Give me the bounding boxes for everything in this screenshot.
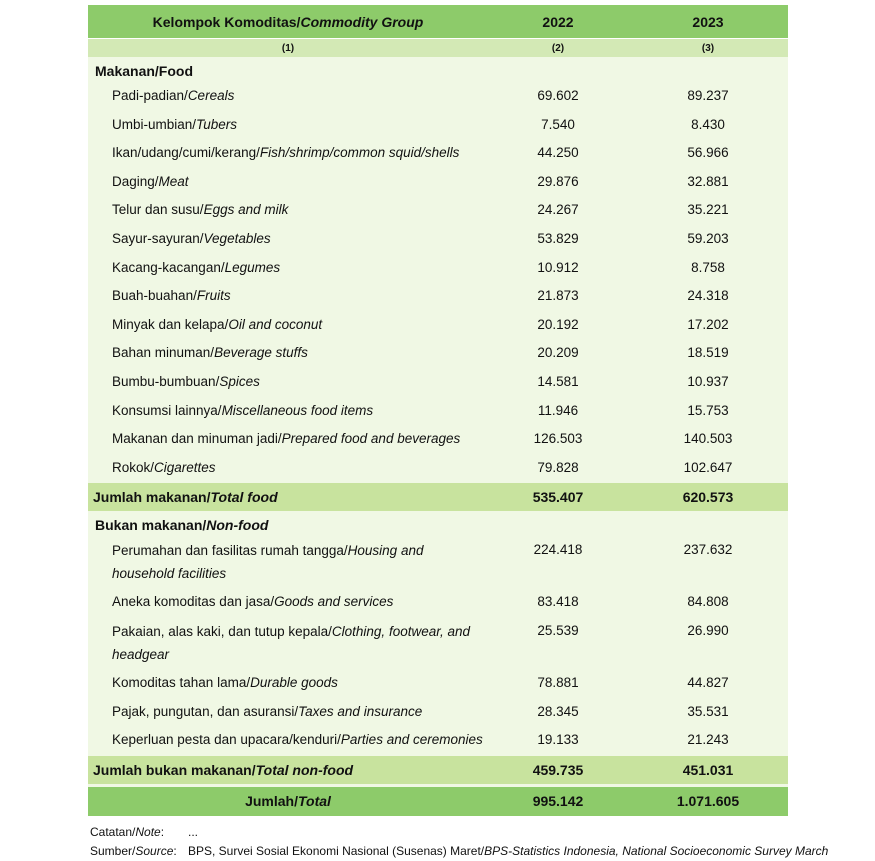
- food-item-value-2023: 10.937: [687, 373, 729, 389]
- food-item-value-2023: 8.430: [691, 116, 725, 132]
- header-commodity-group: Kelompok Komoditas/Commodity Group: [152, 13, 424, 30]
- header-2022: 2022: [542, 13, 574, 30]
- nonfood-item-value-2022: 25.539: [537, 622, 579, 638]
- nonfood-item-value-2022: 19.133: [537, 732, 579, 748]
- food-item-value-2023: 8.758: [691, 259, 725, 275]
- food-item-value-2022: 21.873: [537, 288, 579, 304]
- food-item-value-2022: 53.829: [537, 230, 579, 246]
- table-row: [88, 398, 788, 427]
- commodity-table: [88, 5, 788, 816]
- nonfood-item-value-2022: 78.881: [537, 674, 579, 690]
- food-item-value-2023: 18.519: [687, 345, 729, 361]
- nonfood-item-label: Aneka komoditas dan jasa/Goods and services: [112, 594, 394, 610]
- food-item-value-2022: 69.602: [537, 88, 579, 103]
- food-item-value-2022: 11.946: [537, 402, 579, 418]
- nonfood-group-title: Bukan makanan/Non-food: [95, 517, 269, 534]
- food-item-value-2022: 126.503: [533, 431, 583, 447]
- nonfood-item-value-2023: 84.808: [687, 594, 729, 610]
- food-item-label: Minyak dan kelapa/Oil and coconut: [112, 316, 323, 332]
- table-row: [88, 169, 788, 198]
- food-item-value-2022: 14.581: [537, 373, 579, 389]
- table-row: [88, 140, 788, 169]
- nonfood-item-label: Pakaian, alas kaki, dan tutup kepala/Clothing, footwear, and headgear: [112, 623, 470, 662]
- food-item-value-2023: 32.881: [687, 173, 729, 189]
- nonfood-item-value-2022: 224.418: [533, 542, 583, 558]
- food-item-label: Daging/Meat: [112, 173, 189, 189]
- food-item-label: Bumbu-bumbuan/Spices: [112, 373, 260, 389]
- colnum-3: (3): [701, 42, 715, 54]
- food-item-label: Bahan minuman/Beverage stuffs: [112, 345, 308, 361]
- food-item-label: Rokok/Cigarettes: [112, 459, 216, 475]
- food-item-label: Telur dan susu/Eggs and milk: [112, 202, 289, 218]
- nonfood-item-value-2023: 26.990: [687, 622, 729, 638]
- food-item-label: Umbi-umbian/Tubers: [112, 116, 238, 132]
- table-row: [88, 537, 788, 589]
- nonfood-item-label: Komoditas tahan lama/Durable goods: [112, 674, 338, 690]
- nonfood-item-label: Pajak, pungutan, dan asuransi/Taxes and insurance: [112, 703, 423, 719]
- food-item-value-2022: 24.267: [537, 202, 579, 218]
- nonfood-item-value-2022: 28.345: [537, 703, 579, 719]
- table-row: [88, 699, 788, 728]
- nonfood-item-value-2023: 44.827: [687, 674, 729, 690]
- source-value: BPS, Survei Sosial Ekonomi Nasional (Susenas) Maret/BPS-Statistics Indonesia, National Socioeconomic Survey March: [188, 844, 829, 858]
- table-row: [88, 618, 788, 670]
- food-item-value-2022: 79.828: [537, 459, 579, 475]
- table-notes: [90, 823, 870, 861]
- food-item-value-2023: 17.202: [687, 316, 729, 332]
- food-item-value-2023: 24.318: [687, 288, 729, 304]
- table-row: [88, 226, 788, 255]
- food-item-label: Ikan/udang/cumi/kerang/Fish/shrimp/common squid/shells: [112, 145, 460, 161]
- total-nonfood-row: Jumlah bukan makanan/Total non-food 459.735 451.031: [88, 756, 788, 784]
- table-row: [88, 255, 788, 284]
- nonfood-item-label: Perumahan dan fasilitas rumah tangga/Housing and household facilities: [112, 543, 424, 582]
- table-row: [88, 112, 788, 141]
- table-row: [88, 283, 788, 312]
- total-food-row: Jumlah makanan/Total food 535.407 620.573: [88, 483, 788, 511]
- food-item-value-2023: 102.647: [683, 459, 733, 475]
- food-section: [88, 57, 788, 483]
- food-item-value-2023: 35.221: [687, 202, 729, 218]
- food-item-value-2022: 7.540: [541, 116, 575, 132]
- table-row: [88, 197, 788, 226]
- food-item-label: Buah-buahan/Fruits: [112, 288, 231, 304]
- food-group-title: Makanan/Food: [95, 63, 194, 79]
- table-row: [88, 670, 788, 699]
- food-item-label: Sayur-sayuran/Vegetables: [112, 230, 271, 246]
- food-item-value-2023: 15.753: [687, 402, 729, 418]
- food-item-value-2022: 20.209: [537, 345, 579, 361]
- food-item-value-2023: 59.203: [687, 230, 729, 246]
- food-item-label: Kacang-kacangan/Legumes: [112, 259, 281, 275]
- table-row: [88, 312, 788, 341]
- food-item-label: Makanan dan minuman jadi/Prepared food and beverages: [112, 431, 461, 447]
- source-line: Sumber/Source: BPS, Survei Sosial Ekonomi Nasional (Susenas) Maret/BPS-Statistics Indonesia, National Socioeconomic Survey March: [90, 842, 870, 861]
- nonfood-item-value-2023: 21.243: [687, 732, 729, 748]
- food-item-value-2023: 89.237: [687, 88, 729, 103]
- table-header-row: [88, 5, 788, 38]
- food-item-value-2022: 20.192: [537, 316, 579, 332]
- table-row: [88, 426, 788, 455]
- note-line: Catatan/Note: ...: [90, 823, 870, 842]
- nonfood-item-value-2023: 237.632: [683, 542, 733, 558]
- grand-total-row: Jumlah/Total 995.142 1.071.605: [88, 787, 788, 816]
- header-2023: 2023: [692, 13, 724, 30]
- column-number-row: [88, 38, 788, 57]
- table-row: [88, 727, 788, 756]
- table-row: [88, 369, 788, 398]
- food-item-value-2023: 140.503: [683, 431, 733, 447]
- note-value: ...: [188, 825, 199, 839]
- colnum-1: (1): [281, 42, 295, 54]
- food-item-label: Padi-padian/Cereals: [112, 88, 235, 103]
- nonfood-item-label: Keperluan pesta dan upacara/kenduri/Parties and ceremonies: [112, 732, 483, 748]
- table-row: [88, 83, 788, 112]
- table-row: [88, 589, 788, 618]
- food-item-value-2022: 10.912: [537, 259, 579, 275]
- nonfood-section: [88, 511, 788, 755]
- table-row: [88, 455, 788, 484]
- nonfood-item-value-2023: 35.531: [687, 703, 729, 719]
- food-item-value-2023: 56.966: [687, 145, 729, 161]
- colnum-2: (2): [551, 42, 565, 54]
- nonfood-item-value-2022: 83.418: [537, 594, 579, 610]
- food-item-value-2022: 44.250: [537, 145, 579, 161]
- food-item-value-2022: 29.876: [537, 173, 579, 189]
- food-item-label: Konsumsi lainnya/Miscellaneous food items: [112, 402, 374, 418]
- table-row: [88, 340, 788, 369]
